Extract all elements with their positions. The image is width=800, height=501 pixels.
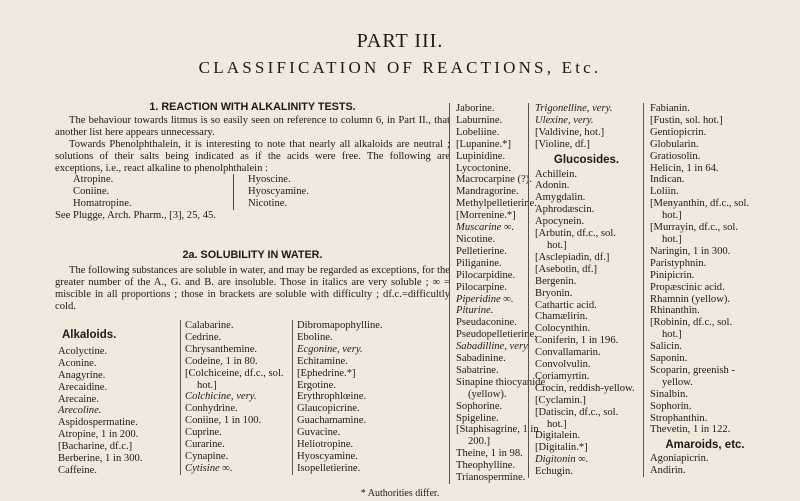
list-item: Lycoctonine. (456, 162, 512, 174)
list-item: [Colchiceine, df.c., sol. (185, 367, 284, 379)
list-item: Jaborine. (456, 103, 495, 114)
list-item: Laburnine. (456, 114, 503, 126)
list-item: Loliin. (650, 186, 679, 198)
list-item: Rhamnin (yellow). (650, 293, 731, 305)
list-item: [Ephedrine.*] (297, 367, 356, 379)
list-item: Cynapine. (185, 450, 229, 462)
list-item: Crocin, reddish-yellow. (535, 382, 635, 394)
list-item: [Staphisagrine, 1 in (456, 424, 539, 436)
classification-heading: CLASSIFICATION OF REACTIONS, Etc. (198, 58, 602, 77)
list-item: Salicin. (650, 341, 683, 353)
list-item: [Digitalin.*] (535, 442, 588, 454)
list-item: Adonin. (535, 180, 570, 192)
list-item: Guachamamine. (297, 415, 367, 427)
list-item: [Asebotin, df.] (535, 263, 598, 275)
list-item: Naringin, 1 in 300. (650, 245, 731, 257)
list-item: Ulexine, very. (535, 114, 594, 126)
list-item: Convallamarin. (535, 347, 601, 359)
list-item: [Datiscin, df.c., sol. (535, 406, 619, 418)
section-reaction (55, 102, 450, 222)
list-item: [Murrayin, df.c., sol. (650, 222, 738, 234)
list-item: Aconine. (58, 357, 97, 369)
list-item: Gentiopicrin. (650, 126, 707, 138)
list-item: [Menyanthin, df.c., sol. (650, 198, 750, 210)
list-item: Aphrodæscin. (535, 204, 595, 216)
list-item: Propæscinic acid. (650, 281, 725, 293)
list-item: Rhinanthin. (650, 305, 700, 317)
list-item: Erythrophlœine. (297, 391, 367, 403)
alkaloids-column-4 (449, 103, 546, 484)
list-item: Arecaidine. (58, 381, 108, 393)
section2-para: The following substances are soluble in water, and may be regarded as exceptions, for the greater number of the A., G. and B. are insoluble. Those in italics are very soluble ; ∞ = miscible in all proportions ; those in brackets are soluble with difficulty ; df.c.=difficultly cold. (55, 264, 450, 312)
list-item: Atropine. (73, 174, 114, 186)
list-item: [Cyclamin.] (535, 394, 586, 406)
list-item: Spigeline. (456, 412, 499, 424)
list-item: Pinipicrin. (650, 269, 695, 281)
list-item: [Asclepiadin, df.] (535, 251, 610, 263)
list-item: Pelletierine. (456, 245, 507, 257)
list-item: Digitalein. (535, 430, 581, 442)
list-item: hot.] (662, 210, 682, 222)
list-item: Trianospermine. (456, 472, 526, 484)
glucosides-column-5 (528, 103, 638, 478)
list-item: Coniine. (73, 186, 110, 198)
list-item: Echitamine. (297, 355, 348, 367)
list-item: Macrocarpine (?). (456, 174, 532, 186)
list-item: [Robinin, df.c., sol. (650, 317, 733, 329)
list-item: 200.] (468, 436, 491, 448)
list-item: Acolyctine. (58, 345, 108, 357)
list-item: Bryonin. (535, 287, 573, 299)
list-item: (yellow). (468, 388, 507, 400)
list-item: Nicotine. (248, 198, 288, 210)
part-heading: PART III. (356, 30, 444, 52)
list-item: Cuprine. (185, 427, 222, 439)
list-item: Andirin. (650, 465, 686, 477)
list-item: Piturine. (456, 305, 494, 317)
list-item: hot.] (662, 329, 682, 341)
list-item: Sophorine. (456, 400, 503, 412)
section1-title: 1. REACTION WITH ALKALINITY TESTS. (149, 101, 356, 113)
list-item: Chamælirin. (535, 311, 588, 323)
list-item: Bergenin. (535, 275, 577, 287)
list-item: Indican. (650, 174, 685, 186)
list-item: Agoniapicrin. (650, 453, 709, 465)
list-item: hot.] (547, 239, 567, 251)
list-item: Muscarine ∞. (456, 222, 515, 234)
section2-title: 2a. SOLUBILITY IN WATER. (182, 249, 323, 261)
section1-para1: The behaviour towards litmus is so easily seen on reference to column 6, in Part II., that another list here appears unnecessary. (55, 114, 450, 138)
list-item: hot.] (547, 418, 567, 430)
list-item: Colchicine, very. (185, 391, 257, 403)
glucosides-column-6 (643, 103, 760, 477)
list-item: Glaucopicrine. (297, 403, 360, 415)
alkaloids-column-3 (292, 320, 447, 475)
list-item: Guvacine. (297, 427, 341, 439)
list-item: Globularin. (650, 138, 699, 150)
list-item: hot.] (197, 379, 217, 391)
list-item: Achillein. (535, 168, 578, 180)
list-item: Piperidine ∞. (456, 293, 514, 305)
list-item: Colocynthin. (535, 323, 591, 335)
list-item: [Lupanine.*] (456, 138, 512, 150)
alkaloids-heading: Alkaloids. (62, 329, 117, 341)
list-item: Cedrine. (185, 331, 222, 343)
list-item: Codeine, 1 in 80. (185, 355, 258, 367)
list-item: Theophylline. (456, 460, 516, 472)
list-item: Sabatrine. (456, 364, 499, 376)
list-item: Sabadinine. (456, 353, 506, 365)
list-item: Helicin, 1 in 64. (650, 162, 719, 174)
exceptions-list (55, 174, 450, 210)
list-item: Paristyphnin. (650, 257, 707, 269)
col1-list (58, 346, 178, 477)
list-item: Eboline. (297, 331, 333, 343)
list-item: Pseudopelletierine. (456, 329, 537, 341)
list-item: Ecgonine, very. (297, 343, 363, 355)
alkaloids-column-1 (58, 330, 178, 477)
alkaloids-column-2 (180, 320, 293, 475)
list-item: [Valdivine, hot.] (535, 126, 605, 138)
list-item: [Arbutin, df.c., sol. (535, 228, 616, 240)
list-item: Hyoscyamine. (248, 186, 309, 198)
list-item: Lobeliine. (456, 126, 500, 138)
list-item: Mandragorine. (456, 186, 519, 198)
list-item: Coniine, 1 in 100. (185, 415, 262, 427)
list-item: Calabarine. (185, 320, 234, 331)
list-item: Strophanthin. (650, 412, 708, 424)
exceptions-left (55, 174, 234, 210)
col5-top-list (535, 103, 638, 151)
list-item: Scoparin, greenish - (650, 364, 736, 376)
list-item: [Fustin, sol. hot.] (650, 114, 723, 126)
col6-list (650, 103, 760, 436)
list-item: Cathartic acid. (535, 299, 597, 311)
glucosides-heading: Glucosides. (553, 153, 620, 166)
list-item: [Morrenine.*] (456, 210, 516, 222)
list-item: Amygdalin. (535, 192, 586, 204)
list-item: Ergotine. (297, 379, 336, 391)
list-item: Arecaine. (58, 393, 99, 405)
section-solubility (55, 250, 450, 313)
list-item: Echugin. (535, 466, 573, 478)
list-item: Anagyrine. (58, 369, 106, 381)
list-item: Fabianin. (650, 103, 690, 114)
list-item: Gratiosolin. (650, 150, 701, 162)
list-item: [Bacharine, df.c.] (58, 441, 133, 453)
list-item: Caffeine. (58, 464, 97, 476)
list-item: Apocynein. (535, 216, 585, 228)
list-item: yellow. (662, 376, 693, 388)
list-item: Cytisine ∞. (185, 462, 233, 474)
list-item: Aspidospermatine. (58, 417, 138, 429)
list-item: Digitonin ∞. (535, 454, 589, 466)
list-item: Sinapine thiocyanide (456, 376, 546, 388)
list-item: Chrysanthemine. (185, 343, 258, 355)
list-item: Dibromapophylline. (297, 320, 383, 331)
list-item: Coriamyrtin. (535, 370, 590, 382)
list-item: Conhydrine. (185, 403, 238, 415)
list-item: Theine, 1 in 98. (456, 448, 523, 460)
list-item: Sophorin. (650, 400, 692, 412)
list-item: Homatropine. (73, 198, 132, 210)
exceptions-right (234, 174, 309, 210)
section1-para2: Towards Phenolphthalein, it is interesting to note that nearly all alkaloids are neutral ; solutions of their salts being indicated as if the acids were free. The following are exceptions, i.e., react alkaline to phenolphthalein : (55, 138, 450, 174)
amaroids-heading: Amaroids, etc. (665, 439, 745, 452)
list-item: hot.] (662, 233, 682, 245)
list-item: Isopelletierine. (297, 462, 361, 474)
list-item: Pseudaconine. (456, 317, 517, 329)
col6-bottom-list (650, 453, 760, 477)
list-item: Convolvulin. (535, 359, 591, 371)
list-item: Arecoline. (58, 405, 102, 417)
list-item: Piliganine. (456, 257, 502, 269)
list-item: Thevetin, 1 in 122. (650, 424, 731, 436)
list-item: Atropine, 1 in 200. (58, 429, 139, 441)
list-item: Methylpelletierine. (456, 198, 537, 210)
footnote: * Authorities differ. (360, 488, 440, 499)
list-item: Sinalbin. (650, 388, 688, 400)
list-item: Lupinidine. (456, 150, 506, 162)
list-item: Hyoscyamine. (297, 450, 358, 462)
list-item: Saponin. (650, 353, 688, 365)
list-item: Berberine, 1 in 300. (58, 453, 143, 465)
list-item: Nicotine. (456, 233, 496, 245)
list-item: Sabadilline, very. (456, 341, 530, 353)
col5-list (535, 169, 638, 479)
list-item: Pilocarpidine. (456, 269, 516, 281)
list-item: Coniferin, 1 in 196. (535, 335, 619, 347)
list-item: Trigonelline, very. (535, 103, 613, 114)
list-item: [Violine, df.] (535, 138, 590, 150)
list-item: Curarine. (185, 439, 225, 451)
list-item: Pilocarpine. (456, 281, 507, 293)
list-item: Heliotropine. (297, 439, 354, 451)
plugge-reference: See Plugge, Arch. Pharm., [3], 25, 45. (55, 210, 216, 222)
list-item: Hyoscine. (248, 174, 291, 186)
